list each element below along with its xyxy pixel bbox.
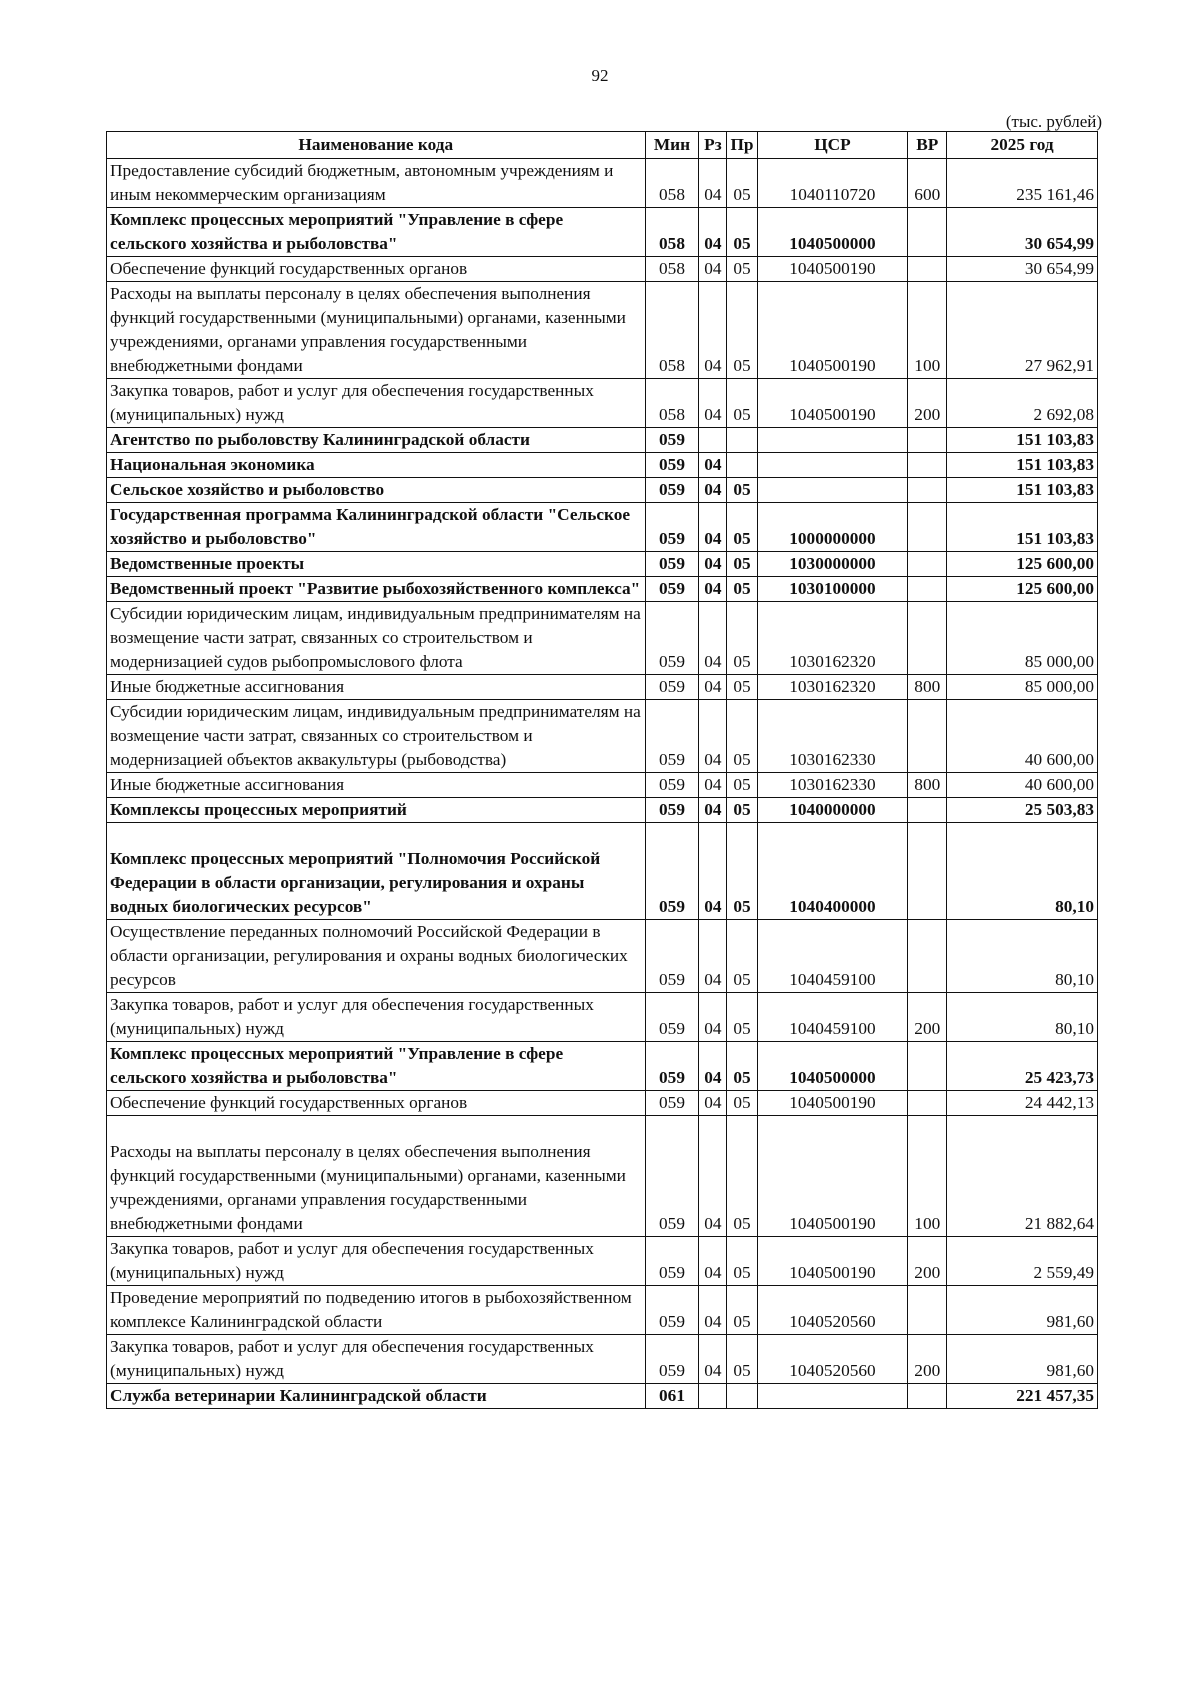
- cell-name: Сельское хозяйство и рыболовство: [107, 478, 646, 503]
- cell-amount: 2 559,49: [947, 1237, 1098, 1286]
- cell-min: 059: [645, 675, 699, 700]
- cell-csr: 1030162330: [757, 700, 908, 773]
- cell-rz: 04: [699, 478, 727, 503]
- cell-amount: 981,60: [947, 1286, 1098, 1335]
- table-row: [107, 602, 1098, 675]
- cell-min: 058: [645, 379, 699, 428]
- cell-rz: 04: [699, 823, 727, 920]
- cell-pr: 05: [727, 823, 757, 920]
- cell-name: Предоставление субсидий бюджетным, автономным учреждениям и иным некоммерческим организациям: [107, 159, 646, 208]
- cell-min: 059: [645, 577, 699, 602]
- cell-pr: 05: [727, 1335, 757, 1384]
- cell-rz: 04: [699, 1091, 727, 1116]
- cell-name: Ведомственный проект "Развитие рыбохозяйственного комплекса": [107, 577, 646, 602]
- cell-pr: [727, 453, 757, 478]
- cell-vr: [908, 1091, 947, 1116]
- cell-csr: 1040400000: [757, 823, 908, 920]
- header-min: Мин: [645, 132, 699, 159]
- cell-amount: 40 600,00: [947, 700, 1098, 773]
- table-row: [107, 257, 1098, 282]
- cell-csr: 1040520560: [757, 1335, 908, 1384]
- cell-rz: 04: [699, 993, 727, 1042]
- cell-min: 059: [645, 453, 699, 478]
- cell-pr: 05: [727, 1091, 757, 1116]
- cell-min: 059: [645, 1091, 699, 1116]
- cell-min: 059: [645, 1335, 699, 1384]
- cell-vr: [908, 503, 947, 552]
- cell-name: Комплексы процессных мероприятий: [107, 798, 646, 823]
- cell-csr: 1030000000: [757, 552, 908, 577]
- table-row: [107, 700, 1098, 773]
- cell-amount: 85 000,00: [947, 675, 1098, 700]
- cell-rz: 04: [699, 1042, 727, 1091]
- header-year: 2025 год: [947, 132, 1098, 159]
- cell-vr: [908, 920, 947, 993]
- page-number: 92: [591, 66, 609, 85]
- cell-pr: 05: [727, 503, 757, 552]
- cell-csr: 1040459100: [757, 920, 908, 993]
- cell-min: 059: [645, 478, 699, 503]
- cell-min: 059: [645, 798, 699, 823]
- cell-amount: 30 654,99: [947, 208, 1098, 257]
- cell-min: 059: [645, 773, 699, 798]
- cell-pr: 05: [727, 577, 757, 602]
- cell-rz: [699, 428, 727, 453]
- cell-rz: 04: [699, 208, 727, 257]
- cell-pr: [727, 428, 757, 453]
- cell-pr: 05: [727, 993, 757, 1042]
- header-rz: Рз: [699, 132, 727, 159]
- table-row: [107, 823, 1098, 920]
- cell-csr: 1040000000: [757, 798, 908, 823]
- cell-min: 059: [645, 700, 699, 773]
- cell-csr: 1040500190: [757, 282, 908, 379]
- cell-pr: 05: [727, 798, 757, 823]
- cell-vr: [908, 577, 947, 602]
- table-row: [107, 577, 1098, 602]
- cell-amount: 40 600,00: [947, 773, 1098, 798]
- cell-amount: 235 161,46: [947, 159, 1098, 208]
- header-pr: Пр: [727, 132, 757, 159]
- table-row: [107, 453, 1098, 478]
- cell-csr: 1040500190: [757, 379, 908, 428]
- cell-name: Ведомственные проекты: [107, 552, 646, 577]
- cell-min: 058: [645, 159, 699, 208]
- cell-amount: 80,10: [947, 993, 1098, 1042]
- table-row: [107, 552, 1098, 577]
- cell-min: 059: [645, 823, 699, 920]
- cell-csr: 1030100000: [757, 577, 908, 602]
- cell-name: Закупка товаров, работ и услуг для обеспечения государственных (муниципальных) нужд: [107, 1237, 646, 1286]
- cell-min: 059: [645, 503, 699, 552]
- cell-pr: 05: [727, 1237, 757, 1286]
- budget-table: [106, 131, 1098, 1409]
- cell-name: Закупка товаров, работ и услуг для обеспечения государственных (муниципальных) нужд: [107, 1335, 646, 1384]
- cell-name: Расходы на выплаты персоналу в целях обеспечения выполнения функций государственными (муниципальными) органами, казенными учреждениями, органами управления государственными внебюджетными фондами: [107, 1116, 646, 1237]
- cell-min: 059: [645, 993, 699, 1042]
- table-row: [107, 1335, 1098, 1384]
- cell-vr: [908, 257, 947, 282]
- header-csr: ЦСР: [757, 132, 908, 159]
- table-row: [107, 1042, 1098, 1091]
- cell-pr: 05: [727, 602, 757, 675]
- cell-amount: 85 000,00: [947, 602, 1098, 675]
- cell-csr: [757, 1384, 908, 1409]
- cell-name: Субсидии юридическим лицам, индивидуальным предпринимателям на возмещение части затрат, связанных со строительством и модернизацией судов рыбопромыслового флота: [107, 602, 646, 675]
- table-row: [107, 1116, 1098, 1237]
- table-row: [107, 993, 1098, 1042]
- cell-rz: 04: [699, 552, 727, 577]
- cell-amount: 2 692,08: [947, 379, 1098, 428]
- cell-min: 059: [645, 1116, 699, 1237]
- cell-amount: 24 442,13: [947, 1091, 1098, 1116]
- cell-csr: 1040500190: [757, 1237, 908, 1286]
- table-row: [107, 1237, 1098, 1286]
- cell-amount: 981,60: [947, 1335, 1098, 1384]
- cell-rz: 04: [699, 920, 727, 993]
- cell-vr: [908, 552, 947, 577]
- table-row: [107, 379, 1098, 428]
- cell-rz: 04: [699, 453, 727, 478]
- cell-vr: [908, 478, 947, 503]
- cell-vr: 200: [908, 1335, 947, 1384]
- header-vr: ВР: [908, 132, 947, 159]
- cell-vr: 600: [908, 159, 947, 208]
- table-row: [107, 675, 1098, 700]
- table-header-row: [107, 132, 1098, 159]
- cell-amount: 151 103,83: [947, 428, 1098, 453]
- cell-vr: [908, 1384, 947, 1409]
- cell-name: Иные бюджетные ассигнования: [107, 773, 646, 798]
- cell-pr: 05: [727, 773, 757, 798]
- cell-vr: [908, 700, 947, 773]
- cell-pr: 05: [727, 208, 757, 257]
- table-row: [107, 1286, 1098, 1335]
- cell-name: Иные бюджетные ассигнования: [107, 675, 646, 700]
- cell-min: 058: [645, 257, 699, 282]
- cell-min: 061: [645, 1384, 699, 1409]
- cell-rz: 04: [699, 282, 727, 379]
- cell-amount: 80,10: [947, 920, 1098, 993]
- cell-csr: 1030162330: [757, 773, 908, 798]
- header-name: Наименование кода: [107, 132, 646, 159]
- cell-amount: 221 457,35: [947, 1384, 1098, 1409]
- cell-amount: 27 962,91: [947, 282, 1098, 379]
- table-row: [107, 920, 1098, 993]
- cell-name: Обеспечение функций государственных органов: [107, 1091, 646, 1116]
- cell-vr: [908, 208, 947, 257]
- cell-rz: 04: [699, 1116, 727, 1237]
- cell-vr: [908, 428, 947, 453]
- cell-amount: 30 654,99: [947, 257, 1098, 282]
- cell-amount: 125 600,00: [947, 552, 1098, 577]
- cell-pr: 05: [727, 478, 757, 503]
- cell-csr: 1040459100: [757, 993, 908, 1042]
- cell-min: 059: [645, 552, 699, 577]
- cell-amount: 25 503,83: [947, 798, 1098, 823]
- cell-vr: [908, 798, 947, 823]
- cell-min: 059: [645, 428, 699, 453]
- cell-pr: 05: [727, 675, 757, 700]
- cell-name: Проведение мероприятий по подведению итогов в рыбохозяйственном комплексе Калининградской области: [107, 1286, 646, 1335]
- cell-name: Осуществление переданных полномочий Российской Федерации в области организации, регулирования и охраны водных биологических ресурсов: [107, 920, 646, 993]
- cell-pr: 05: [727, 700, 757, 773]
- cell-rz: 04: [699, 1335, 727, 1384]
- cell-rz: 04: [699, 602, 727, 675]
- table-row: [107, 478, 1098, 503]
- table-row: [107, 428, 1098, 453]
- units-note: (тыс. рублей): [1005, 112, 1102, 131]
- cell-name: Обеспечение функций государственных органов: [107, 257, 646, 282]
- cell-vr: [908, 453, 947, 478]
- cell-pr: 05: [727, 282, 757, 379]
- cell-amount: 151 103,83: [947, 453, 1098, 478]
- cell-name: Государственная программа Калининградской области "Сельское хозяйство и рыболовство": [107, 503, 646, 552]
- cell-name: Расходы на выплаты персоналу в целях обеспечения выполнения функций государственными (муниципальными) органами, казенными учреждениями, органами управления государственными внебюджетными фондами: [107, 282, 646, 379]
- cell-rz: 04: [699, 257, 727, 282]
- cell-min: 058: [645, 208, 699, 257]
- cell-amount: 151 103,83: [947, 503, 1098, 552]
- cell-vr: 200: [908, 379, 947, 428]
- cell-rz: 04: [699, 503, 727, 552]
- cell-vr: [908, 1286, 947, 1335]
- cell-min: 059: [645, 920, 699, 993]
- cell-pr: 05: [727, 552, 757, 577]
- cell-name: Комплекс процессных мероприятий "Управление в сфере сельского хозяйства и рыболовства": [107, 208, 646, 257]
- table-row: [107, 159, 1098, 208]
- cell-amount: 80,10: [947, 823, 1098, 920]
- cell-pr: 05: [727, 379, 757, 428]
- cell-pr: 05: [727, 257, 757, 282]
- cell-name: Комплекс процессных мероприятий "Управление в сфере сельского хозяйства и рыболовства": [107, 1042, 646, 1091]
- cell-vr: 100: [908, 282, 947, 379]
- cell-csr: [757, 428, 908, 453]
- cell-csr: [757, 478, 908, 503]
- cell-min: 059: [645, 1237, 699, 1286]
- cell-pr: 05: [727, 1116, 757, 1237]
- cell-csr: 1040500190: [757, 1091, 908, 1116]
- cell-csr: [757, 453, 908, 478]
- cell-amount: 125 600,00: [947, 577, 1098, 602]
- table-row: [107, 503, 1098, 552]
- cell-name: Служба ветеринарии Калининградской области: [107, 1384, 646, 1409]
- table-row: [107, 798, 1098, 823]
- cell-rz: 04: [699, 1237, 727, 1286]
- table-row: [107, 1091, 1098, 1116]
- cell-min: 059: [645, 1042, 699, 1091]
- cell-csr: 1040500190: [757, 257, 908, 282]
- cell-name: Закупка товаров, работ и услуг для обеспечения государственных (муниципальных) нужд: [107, 993, 646, 1042]
- cell-csr: 1040520560: [757, 1286, 908, 1335]
- cell-vr: 800: [908, 675, 947, 700]
- cell-csr: 1030162320: [757, 602, 908, 675]
- cell-pr: [727, 1384, 757, 1409]
- cell-rz: 04: [699, 577, 727, 602]
- table-body: [107, 159, 1098, 1409]
- table-row: [107, 773, 1098, 798]
- cell-pr: 05: [727, 920, 757, 993]
- cell-name: Закупка товаров, работ и услуг для обеспечения государственных (муниципальных) нужд: [107, 379, 646, 428]
- cell-rz: [699, 1384, 727, 1409]
- table-row: [107, 208, 1098, 257]
- cell-csr: 1040500000: [757, 208, 908, 257]
- cell-vr: [908, 1042, 947, 1091]
- cell-csr: 1040500190: [757, 1116, 908, 1237]
- cell-pr: 05: [727, 159, 757, 208]
- cell-rz: 04: [699, 379, 727, 428]
- cell-pr: 05: [727, 1286, 757, 1335]
- cell-rz: 04: [699, 159, 727, 208]
- cell-min: 059: [645, 1286, 699, 1335]
- cell-csr: 1000000000: [757, 503, 908, 552]
- cell-name: Агентство по рыболовству Калининградской области: [107, 428, 646, 453]
- cell-min: 058: [645, 282, 699, 379]
- cell-csr: 1040110720: [757, 159, 908, 208]
- cell-vr: [908, 602, 947, 675]
- cell-name: Субсидии юридическим лицам, индивидуальным предпринимателям на возмещение части затрат, связанных со строительством и модернизацией объектов аквакультуры (рыбоводства): [107, 700, 646, 773]
- cell-vr: 800: [908, 773, 947, 798]
- cell-rz: 04: [699, 1286, 727, 1335]
- cell-vr: 200: [908, 993, 947, 1042]
- cell-csr: 1040500000: [757, 1042, 908, 1091]
- cell-amount: 25 423,73: [947, 1042, 1098, 1091]
- cell-vr: 200: [908, 1237, 947, 1286]
- cell-rz: 04: [699, 798, 727, 823]
- cell-csr: 1030162320: [757, 675, 908, 700]
- cell-rz: 04: [699, 700, 727, 773]
- cell-min: 059: [645, 602, 699, 675]
- cell-pr: 05: [727, 1042, 757, 1091]
- table-row: [107, 282, 1098, 379]
- cell-rz: 04: [699, 675, 727, 700]
- cell-name: Комплекс процессных мероприятий "Полномочия Российской Федерации в области организации, регулирования и охраны водных биологических ресурсов": [107, 823, 646, 920]
- cell-vr: [908, 823, 947, 920]
- cell-vr: 100: [908, 1116, 947, 1237]
- cell-rz: 04: [699, 773, 727, 798]
- cell-amount: 21 882,64: [947, 1116, 1098, 1237]
- cell-name: Национальная экономика: [107, 453, 646, 478]
- cell-amount: 151 103,83: [947, 478, 1098, 503]
- table-row: [107, 1384, 1098, 1409]
